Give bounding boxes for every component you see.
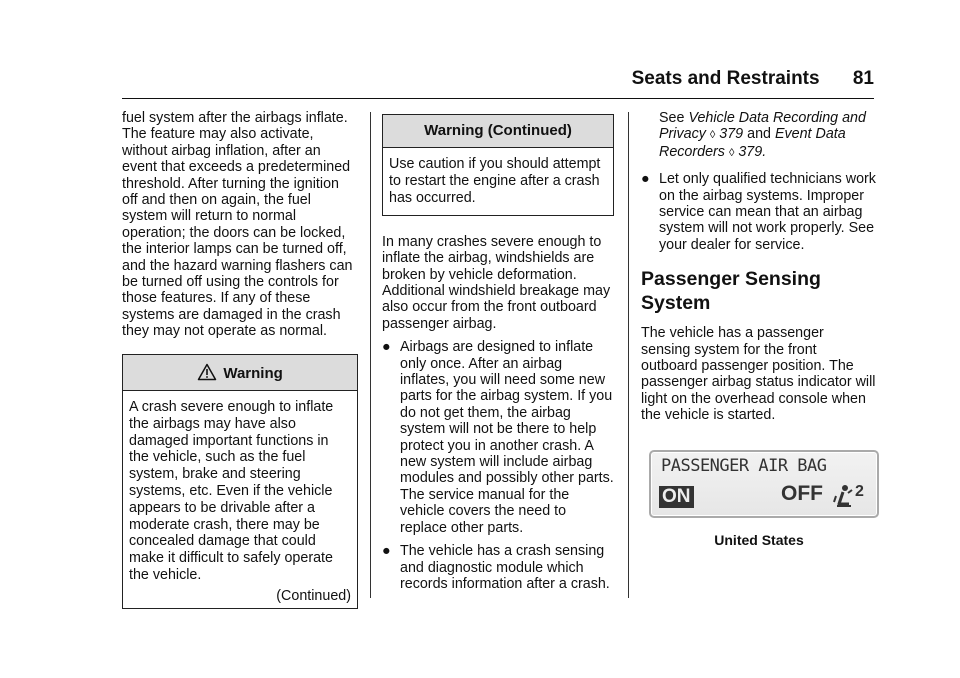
- warning-icon: [197, 363, 217, 381]
- warning-box: [122, 354, 358, 610]
- continued-label: (Continued): [276, 587, 351, 604]
- list-item: [382, 543, 614, 592]
- page-ref-icon: ◊: [728, 146, 735, 159]
- indicator-off: OFF: [781, 481, 823, 505]
- column-1: [122, 110, 358, 609]
- bullet-text: Let only qualified technicians work on the airbag systems. Improper service can mean that an airbag system will not work properly. See your dealer for service.: [659, 171, 876, 253]
- bullet-text: Airbags are designed to inflate only once. After an airbag inflates, you will need some new parts for the airbag system. If you do not get them, the airbag system will not be there to help protect you in another crash. A new system will include airbag modules and possibly other parts. The service manual for the vehicle covers the need to replace other parts.: [400, 339, 614, 536]
- page-ref-icon: ◊: [709, 129, 716, 142]
- warning-header: [123, 355, 357, 391]
- paragraph: The vehicle has a passenger sensing system for the front outboard passenger position. The passenger airbag status indicator will light on the overhead console when the vehicle is started.: [641, 325, 876, 424]
- bullet-symbol: ●: [641, 171, 650, 188]
- ref-link-event-data[interactable]: Event Data Recorders: [659, 126, 846, 160]
- bullet-text: The vehicle has a crash sensing and diagnostic module which records information after a crash.: [400, 543, 610, 592]
- seat-number: 2: [855, 482, 864, 500]
- warning-box-continued: [382, 114, 614, 216]
- column-3: [641, 110, 877, 548]
- intro-paragraph: fuel system after the airbags inflate. The feature may also activate, without airbag inflation, after an event that exceeds a predetermined threshold. After turning the ignition off and then on again, the fuel system will return to normal operation; the doors can be locked, the interior lamps can be turned off, and the hazard warning flashers can be turned off using the controls for those features. If any of these systems are damaged in the crash they may not operate as normal.: [122, 110, 353, 340]
- list-item: [382, 339, 614, 536]
- cross-reference: See Vehicle Data Recording and Privacy ◊ 379 and Event Data Recorders ◊ 379.: [659, 110, 866, 160]
- column-divider: [370, 112, 371, 598]
- page-header: [122, 68, 874, 99]
- warning-text: Use caution if you should attempt to restart the engine after a crash has occurred.: [389, 156, 601, 206]
- ref-page-event-data[interactable]: 379: [738, 143, 763, 160]
- column-divider: [628, 112, 629, 598]
- airbag-status-indicator: [649, 450, 879, 518]
- warning-text: A crash severe enough to inflate the airbags may have also damaged important functions in the vehicle, such as the fuel system, brake and steering systems, etc. Even if the vehicle appears to be drivable after a moderate crash, there may be concealed damage that could make it difficult to safely operate the vehicle.: [129, 399, 334, 584]
- and-label: and: [747, 126, 771, 143]
- column-2: [382, 110, 614, 592]
- ref-link-privacy[interactable]: Vehicle Data Recording and Privacy: [659, 110, 866, 143]
- see-label: See: [659, 110, 685, 126]
- warning-title: Warning: [223, 364, 283, 382]
- section-heading: Passenger Sensing System: [641, 268, 821, 315]
- section-title: Seats and Restraints: [631, 68, 820, 89]
- image-caption: United States: [714, 531, 804, 548]
- bullet-symbol: ●: [382, 339, 391, 356]
- indicator-title: PASSENGER AIR BAG: [661, 455, 827, 476]
- list-item: [641, 171, 877, 253]
- page-number: 81: [852, 68, 874, 89]
- bullet-symbol: ●: [382, 543, 391, 560]
- seat-occupant-icon: [833, 484, 855, 510]
- indicator-on: ON: [659, 486, 694, 508]
- ref-page-privacy[interactable]: 379: [719, 126, 744, 143]
- paragraph: In many crashes severe enough to inflate the airbag, windshields are broken by vehicle deformation. Additional windshield breakage may also occur from the front outboard passenger airbag.: [382, 233, 611, 332]
- warning-header: Warning (Continued): [383, 115, 613, 148]
- passenger-seat-icon: [833, 484, 864, 510]
